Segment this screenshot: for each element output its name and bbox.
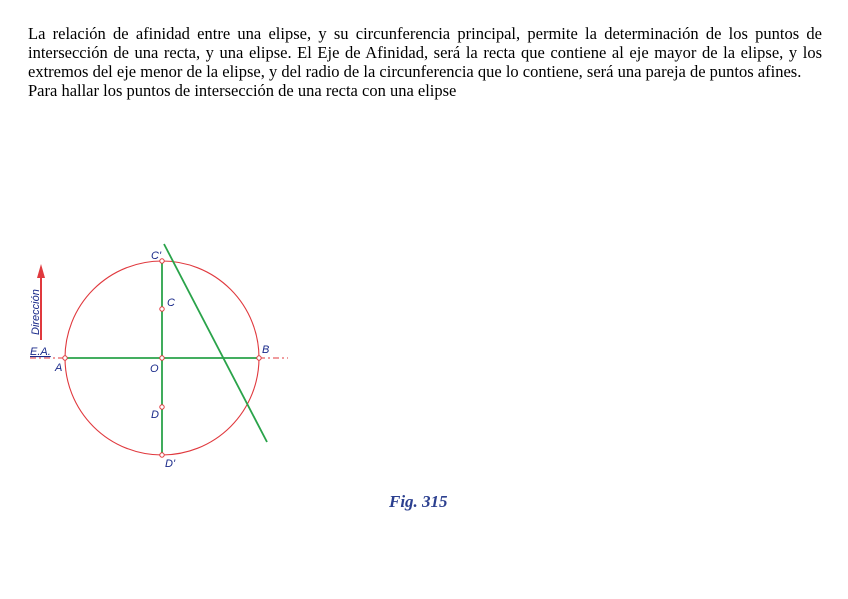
affinity-axis-label: E.A. (30, 346, 51, 358)
point-marker-C (160, 307, 164, 311)
direction-arrow-head (37, 264, 45, 278)
label-D: D (151, 409, 159, 421)
label-B: B (262, 344, 270, 356)
point-marker-B (257, 356, 261, 360)
label-C: C (167, 297, 175, 309)
label-O: O (150, 363, 159, 375)
method-paragraph: Para hallar los puntos de intersección de una recta con una elipse (28, 81, 457, 100)
intersecting-line (164, 244, 270, 442)
point-marker-O (160, 356, 164, 360)
label-A: A (55, 362, 63, 374)
label-D-prime: D' (165, 458, 176, 470)
label-C-prime: C' (151, 250, 162, 262)
figure-caption: Fig. 315 (389, 492, 448, 511)
point-marker-D-prime (160, 453, 164, 457)
intro-paragraph: La relación de afinidad entre una elipse, y su circunferencia principal, permite la determinación de los puntos de intersección de una recta, y una elipse. El Eje de Afinidad, será la recta que contiene al eje mayor de la elipse, y los extremos del eje menor de la elipse, y del radio de la circunferencia que lo contiene, será una pareja de puntos afines. (28, 24, 822, 81)
direction-label: Dirección (30, 289, 42, 335)
point-marker-A (63, 356, 67, 360)
point-marker-D (160, 405, 164, 409)
